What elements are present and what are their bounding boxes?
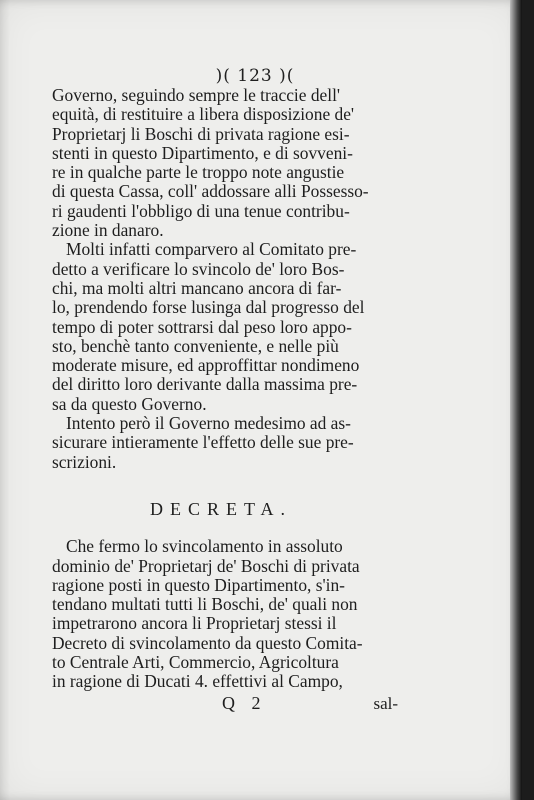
text-line: re in qualche parte le troppo note angustie <box>52 162 345 183</box>
text-line: del diritto loro derivante dalla massima pre- <box>52 374 358 395</box>
decreta-heading: DECRETA. <box>149 498 293 519</box>
text-line: in ragione di Ducati 4. effettivi al Campo, <box>52 671 343 692</box>
text-line: moderate misure, ed approffittar nondimeno <box>52 355 360 376</box>
catchword: sal- <box>373 693 398 713</box>
decree-paragraph <box>52 537 390 691</box>
page-footer <box>52 692 398 716</box>
text-line: sto, benchè tanto conveniente, e nelle più <box>52 335 339 356</box>
gutter-shadow <box>0 0 10 800</box>
text-line: ri gaudenti l'obbligo di una tenue contribu- <box>52 200 350 221</box>
text-line: impetrarono ancora li Proprietarj stessi il <box>52 613 337 634</box>
text-line: ragione posti in questo Dipartimento, s'in- <box>52 574 345 595</box>
text-line: chi, ma molti altri mancano ancora di far- <box>52 277 342 298</box>
page-body <box>52 85 398 716</box>
paragraph-2 <box>52 240 390 414</box>
text-line: Decreto di svincolamento da questo Comita- <box>52 632 363 653</box>
text-line: Intento però il Governo medesimo ad as- <box>66 413 351 434</box>
paragraph-1 <box>52 86 390 240</box>
text-line: zione in danaro. <box>52 220 164 241</box>
page-edge <box>510 0 522 800</box>
paragraph-3 <box>52 414 390 472</box>
text-line: sa da questo Governo. <box>52 393 207 414</box>
text-line: to Centrale Arti, Commercio, Agricoltura <box>52 652 339 673</box>
text-line: Molti infatti comparvero al Comitato pre- <box>66 239 357 260</box>
text-line: Proprietarj li Boschi di privata ragione esi- <box>52 123 350 144</box>
text-line: sicurare intieramente l'effetto delle sue pre- <box>52 432 354 453</box>
page-number: )( 123 )( <box>215 66 295 86</box>
signature-mark: Q 2 <box>222 692 267 713</box>
text-line: lo, prendendo forse lusinga dal progresso del <box>52 297 365 318</box>
text-line: scrizioni. <box>52 451 117 472</box>
text-line: detto a verificare lo svincolo de' loro Bos- <box>52 258 345 279</box>
text-line: Che fermo lo svincolamento in assoluto <box>66 536 343 557</box>
text-line: equità, di restituire a libera disposizione de' <box>52 104 355 125</box>
text-line: stenti in questo Dipartimento, e di sovveni- <box>52 142 353 163</box>
text-line: di questa Cassa, coll' addossare alli Possesso- <box>52 181 369 202</box>
text-line: tendano multati tutti li Boschi, de' quali non <box>52 594 358 615</box>
text-line: tempo di poter sottrarsi dal peso loro appo- <box>52 316 352 337</box>
text-line: Governo, seguindo sempre le traccie dell' <box>52 85 341 105</box>
text-line: dominio de' Proprietarj de' Boschi di privata <box>52 555 360 576</box>
